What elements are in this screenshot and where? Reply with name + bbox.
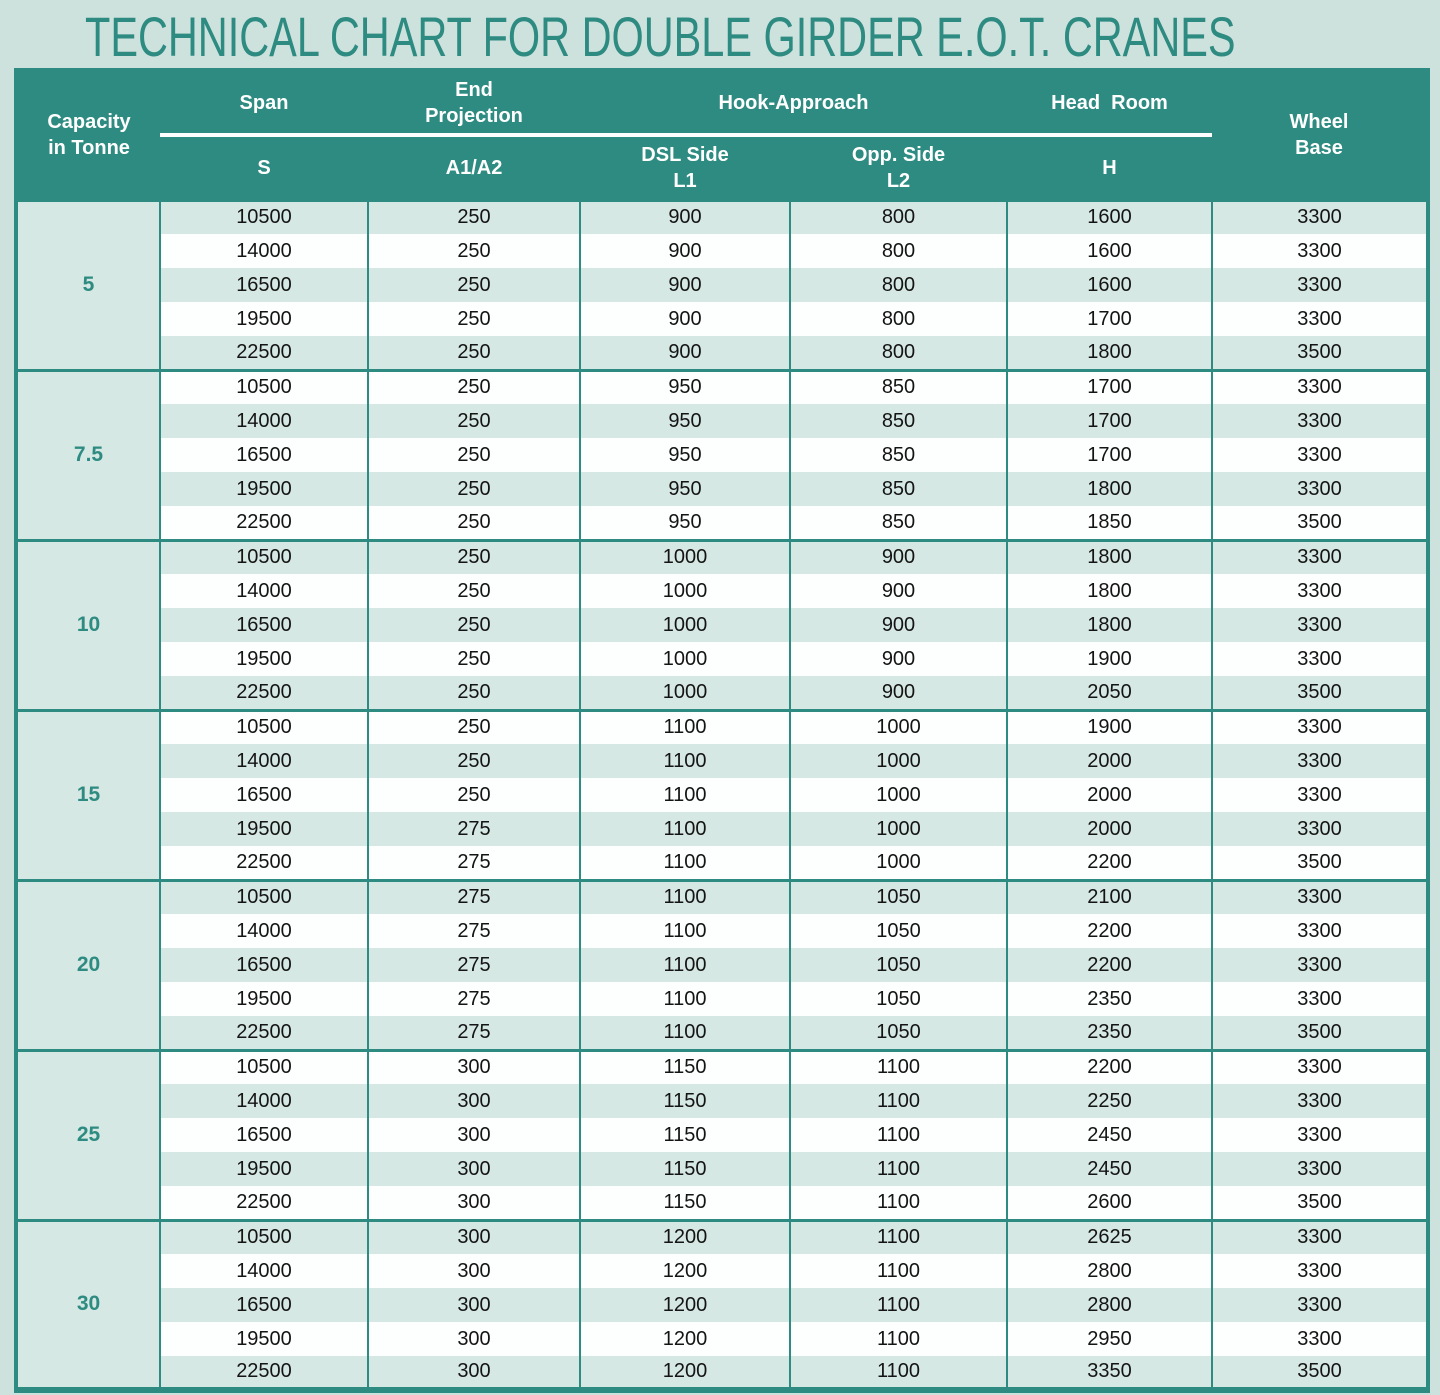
table-row xyxy=(16,1322,1428,1356)
table-row xyxy=(16,1152,1428,1186)
data-cell: 250 xyxy=(368,370,580,404)
header-wheel-base-line1: Wheel xyxy=(1289,111,1349,134)
table-body xyxy=(16,200,1428,1390)
data-cell: 16500 xyxy=(160,778,368,812)
data-cell: 275 xyxy=(368,880,580,914)
data-cell: 14000 xyxy=(160,1254,368,1288)
table-row xyxy=(16,880,1428,914)
header-head-room xyxy=(1007,70,1212,135)
table-row xyxy=(16,778,1428,812)
data-cell: 900 xyxy=(790,608,1007,642)
header-capacity-line1: Capacity xyxy=(47,111,131,134)
data-cell: 1000 xyxy=(580,642,790,676)
data-cell: 1900 xyxy=(1007,642,1212,676)
data-cell: 2350 xyxy=(1007,1016,1212,1050)
header-head-room-sub xyxy=(1007,135,1212,200)
data-cell: 1100 xyxy=(580,744,790,778)
table-row xyxy=(16,438,1428,472)
data-cell: 900 xyxy=(790,676,1007,710)
data-cell: 2800 xyxy=(1007,1288,1212,1322)
data-cell: 1800 xyxy=(1007,472,1212,506)
capacity-cell: 25 xyxy=(16,1050,160,1220)
data-cell: 1850 xyxy=(1007,506,1212,540)
data-cell: 1200 xyxy=(580,1356,790,1390)
data-cell: 2200 xyxy=(1007,914,1212,948)
data-cell: 1100 xyxy=(580,880,790,914)
data-cell: 2800 xyxy=(1007,1254,1212,1288)
data-cell: 1000 xyxy=(790,778,1007,812)
data-cell: 10500 xyxy=(160,200,368,234)
header-wheel-base xyxy=(1212,70,1428,200)
data-cell: 1000 xyxy=(580,608,790,642)
header-capacity-line2: in Tonne xyxy=(48,137,130,160)
data-cell: 1100 xyxy=(580,778,790,812)
header-span-sub xyxy=(160,135,368,200)
data-cell: 2200 xyxy=(1007,1050,1212,1084)
data-cell: 19500 xyxy=(160,302,368,336)
header-dsl-side-line1: DSL Side xyxy=(641,143,729,166)
table-row xyxy=(16,676,1428,710)
data-cell: 1150 xyxy=(580,1186,790,1220)
data-cell: 250 xyxy=(368,404,580,438)
data-cell: 300 xyxy=(368,1322,580,1356)
data-cell: 250 xyxy=(368,778,580,812)
data-cell: 850 xyxy=(790,404,1007,438)
data-cell: 3300 xyxy=(1212,1220,1428,1254)
data-cell: 3300 xyxy=(1212,1322,1428,1356)
data-cell: 250 xyxy=(368,438,580,472)
data-cell: 300 xyxy=(368,1254,580,1288)
data-cell: 1050 xyxy=(790,880,1007,914)
data-cell: 1200 xyxy=(580,1288,790,1322)
data-cell: 2450 xyxy=(1007,1118,1212,1152)
data-cell: 900 xyxy=(580,268,790,302)
data-cell: 900 xyxy=(580,234,790,268)
data-cell: 1900 xyxy=(1007,710,1212,744)
data-cell: 1100 xyxy=(790,1322,1007,1356)
data-cell: 3500 xyxy=(1212,846,1428,880)
data-cell: 275 xyxy=(368,812,580,846)
data-cell: 300 xyxy=(368,1186,580,1220)
data-cell: 250 xyxy=(368,574,580,608)
data-cell: 10500 xyxy=(160,710,368,744)
data-cell: 19500 xyxy=(160,812,368,846)
data-cell: 2200 xyxy=(1007,846,1212,880)
data-cell: 2000 xyxy=(1007,812,1212,846)
data-cell: 950 xyxy=(580,506,790,540)
data-cell: 2200 xyxy=(1007,948,1212,982)
data-cell: 1700 xyxy=(1007,370,1212,404)
data-cell: 850 xyxy=(790,370,1007,404)
data-cell: 800 xyxy=(790,336,1007,370)
table-row xyxy=(16,1220,1428,1254)
data-cell: 22500 xyxy=(160,336,368,370)
table-row xyxy=(16,200,1428,234)
data-cell: 19500 xyxy=(160,642,368,676)
data-cell: 1100 xyxy=(580,710,790,744)
data-cell: 1100 xyxy=(790,1084,1007,1118)
data-cell: 22500 xyxy=(160,676,368,710)
data-cell: 3300 xyxy=(1212,540,1428,574)
header-hook-approach-label: Hook-Approach xyxy=(718,91,869,114)
table-row xyxy=(16,1016,1428,1050)
data-cell: 300 xyxy=(368,1152,580,1186)
header-opp-side-line2: L2 xyxy=(886,169,911,192)
header-head-room-label: Head Room xyxy=(1051,91,1168,114)
header-span xyxy=(160,70,368,135)
data-cell: 14000 xyxy=(160,404,368,438)
data-cell: 1100 xyxy=(790,1254,1007,1288)
capacity-cell: 20 xyxy=(16,880,160,1050)
data-cell: 3300 xyxy=(1212,574,1428,608)
data-cell: 22500 xyxy=(160,846,368,880)
data-cell: 1100 xyxy=(790,1220,1007,1254)
data-cell: 2250 xyxy=(1007,1084,1212,1118)
data-cell: 250 xyxy=(368,472,580,506)
header-end-projection-line1: End xyxy=(455,78,493,101)
data-cell: 1000 xyxy=(790,744,1007,778)
data-cell: 1100 xyxy=(790,1118,1007,1152)
table-row xyxy=(16,268,1428,302)
capacity-cell: 30 xyxy=(16,1220,160,1390)
data-cell: 800 xyxy=(790,302,1007,336)
data-cell: 950 xyxy=(580,438,790,472)
data-cell: 10500 xyxy=(160,540,368,574)
data-cell: 800 xyxy=(790,268,1007,302)
data-cell: 900 xyxy=(580,336,790,370)
data-cell: 1050 xyxy=(790,914,1007,948)
data-cell: 1100 xyxy=(580,812,790,846)
capacity-cell: 15 xyxy=(16,710,160,880)
data-cell: 1100 xyxy=(580,914,790,948)
data-cell: 1700 xyxy=(1007,438,1212,472)
table-row xyxy=(16,1118,1428,1152)
data-cell: 22500 xyxy=(160,506,368,540)
capacity-cell: 5 xyxy=(16,200,160,370)
data-cell: 1100 xyxy=(580,982,790,1016)
data-cell: 3300 xyxy=(1212,948,1428,982)
table-row xyxy=(16,1254,1428,1288)
data-cell: 22500 xyxy=(160,1016,368,1050)
table-row xyxy=(16,948,1428,982)
data-cell: 1100 xyxy=(790,1050,1007,1084)
data-cell: 900 xyxy=(790,540,1007,574)
data-cell: 1100 xyxy=(790,1356,1007,1390)
data-cell: 250 xyxy=(368,268,580,302)
table-row xyxy=(16,914,1428,948)
table-row xyxy=(16,608,1428,642)
data-cell: 850 xyxy=(790,506,1007,540)
data-cell: 3500 xyxy=(1212,336,1428,370)
data-cell: 950 xyxy=(580,404,790,438)
data-cell: 3300 xyxy=(1212,200,1428,234)
data-cell: 2050 xyxy=(1007,676,1212,710)
data-cell: 3300 xyxy=(1212,914,1428,948)
data-cell: 250 xyxy=(368,608,580,642)
page-title: TECHNICAL CHART FOR DOUBLE GIRDER E.O.T. CRANES xyxy=(85,5,1236,68)
data-cell: 300 xyxy=(368,1220,580,1254)
data-cell: 3300 xyxy=(1212,710,1428,744)
data-cell: 300 xyxy=(368,1084,580,1118)
data-cell: 10500 xyxy=(160,880,368,914)
table-row xyxy=(16,472,1428,506)
data-cell: 275 xyxy=(368,1016,580,1050)
data-cell: 1000 xyxy=(790,812,1007,846)
data-cell: 1000 xyxy=(580,574,790,608)
data-cell: 3300 xyxy=(1212,982,1428,1016)
table-row xyxy=(16,336,1428,370)
data-cell: 3300 xyxy=(1212,1254,1428,1288)
data-cell: 250 xyxy=(368,642,580,676)
header-end-projection-sub-label: A1/A2 xyxy=(445,156,503,179)
table-row xyxy=(16,846,1428,880)
data-cell: 300 xyxy=(368,1118,580,1152)
header-opp-side xyxy=(790,135,1007,200)
data-cell: 1800 xyxy=(1007,336,1212,370)
header-row-top xyxy=(16,70,1428,135)
data-cell: 250 xyxy=(368,710,580,744)
data-cell: 3300 xyxy=(1212,608,1428,642)
capacity-cell: 7.5 xyxy=(16,370,160,540)
data-cell: 2000 xyxy=(1007,744,1212,778)
data-cell: 3500 xyxy=(1212,506,1428,540)
data-cell: 3300 xyxy=(1212,1288,1428,1322)
header-capacity xyxy=(16,70,160,200)
table-header xyxy=(16,70,1428,200)
data-cell: 3300 xyxy=(1212,234,1428,268)
data-cell: 1150 xyxy=(580,1118,790,1152)
data-cell: 275 xyxy=(368,948,580,982)
data-cell: 1050 xyxy=(790,948,1007,982)
data-cell: 1150 xyxy=(580,1152,790,1186)
data-cell: 275 xyxy=(368,982,580,1016)
data-cell: 950 xyxy=(580,472,790,506)
data-cell: 3300 xyxy=(1212,404,1428,438)
data-cell: 3300 xyxy=(1212,1084,1428,1118)
data-cell: 275 xyxy=(368,846,580,880)
data-cell: 16500 xyxy=(160,1118,368,1152)
data-cell: 2000 xyxy=(1007,778,1212,812)
data-cell: 1100 xyxy=(790,1152,1007,1186)
data-cell: 1100 xyxy=(580,846,790,880)
data-cell: 3500 xyxy=(1212,1016,1428,1050)
data-cell: 2600 xyxy=(1007,1186,1212,1220)
header-opp-side-line1: Opp. Side xyxy=(851,143,946,166)
table-row xyxy=(16,1084,1428,1118)
data-cell: 3300 xyxy=(1212,472,1428,506)
data-cell: 1100 xyxy=(580,1016,790,1050)
data-cell: 1150 xyxy=(580,1084,790,1118)
table-row xyxy=(16,506,1428,540)
data-cell: 1200 xyxy=(580,1254,790,1288)
data-cell: 16500 xyxy=(160,608,368,642)
data-cell: 300 xyxy=(368,1288,580,1322)
data-cell: 1600 xyxy=(1007,200,1212,234)
table-row xyxy=(16,1050,1428,1084)
data-cell: 250 xyxy=(368,744,580,778)
data-cell: 1050 xyxy=(790,1016,1007,1050)
table-row xyxy=(16,812,1428,846)
data-cell: 14000 xyxy=(160,914,368,948)
data-cell: 16500 xyxy=(160,1288,368,1322)
data-cell: 900 xyxy=(790,642,1007,676)
data-cell: 3300 xyxy=(1212,370,1428,404)
data-cell: 2450 xyxy=(1007,1152,1212,1186)
header-span-label: Span xyxy=(239,91,289,114)
table-row xyxy=(16,982,1428,1016)
data-cell: 250 xyxy=(368,506,580,540)
data-cell: 3500 xyxy=(1212,1186,1428,1220)
data-cell: 1100 xyxy=(790,1186,1007,1220)
data-cell: 3300 xyxy=(1212,1050,1428,1084)
data-cell: 250 xyxy=(368,200,580,234)
header-dsl-side-line2: L1 xyxy=(673,169,697,192)
table-row xyxy=(16,404,1428,438)
data-cell: 250 xyxy=(368,234,580,268)
data-cell: 250 xyxy=(368,540,580,574)
data-cell: 950 xyxy=(580,370,790,404)
data-cell: 1100 xyxy=(790,1288,1007,1322)
data-cell: 10500 xyxy=(160,370,368,404)
data-cell: 1800 xyxy=(1007,608,1212,642)
data-cell: 1600 xyxy=(1007,234,1212,268)
table-row xyxy=(16,1288,1428,1322)
data-cell: 850 xyxy=(790,438,1007,472)
table-row xyxy=(16,710,1428,744)
table-row xyxy=(16,1356,1428,1390)
table-row xyxy=(16,302,1428,336)
technical-chart-table xyxy=(14,68,1430,1393)
data-cell: 3500 xyxy=(1212,1356,1428,1390)
data-cell: 900 xyxy=(580,302,790,336)
data-cell: 14000 xyxy=(160,744,368,778)
data-cell: 1150 xyxy=(580,1050,790,1084)
header-hook-approach xyxy=(580,70,1007,135)
header-wheel-base-line2: Base xyxy=(1295,137,1343,160)
data-cell: 3300 xyxy=(1212,880,1428,914)
data-cell: 3500 xyxy=(1212,676,1428,710)
table-row xyxy=(16,642,1428,676)
data-cell: 14000 xyxy=(160,234,368,268)
data-cell: 16500 xyxy=(160,948,368,982)
table-row xyxy=(16,370,1428,404)
data-cell: 3300 xyxy=(1212,1118,1428,1152)
data-cell: 3300 xyxy=(1212,812,1428,846)
data-cell: 850 xyxy=(790,472,1007,506)
data-cell: 3300 xyxy=(1212,1152,1428,1186)
header-dsl-side xyxy=(580,135,790,200)
data-cell: 19500 xyxy=(160,982,368,1016)
data-cell: 300 xyxy=(368,1050,580,1084)
data-cell: 1000 xyxy=(580,540,790,574)
data-cell: 2350 xyxy=(1007,982,1212,1016)
table-row xyxy=(16,540,1428,574)
data-cell: 1200 xyxy=(580,1220,790,1254)
table-row xyxy=(16,1186,1428,1220)
data-cell: 1600 xyxy=(1007,268,1212,302)
data-cell: 22500 xyxy=(160,1356,368,1390)
header-end-projection xyxy=(368,70,580,135)
data-cell: 16500 xyxy=(160,268,368,302)
data-cell: 1200 xyxy=(580,1322,790,1356)
header-end-projection-sub xyxy=(368,135,580,200)
header-end-projection-line2: Projection xyxy=(425,104,523,127)
data-cell: 19500 xyxy=(160,1322,368,1356)
data-cell: 900 xyxy=(580,200,790,234)
data-cell: 10500 xyxy=(160,1050,368,1084)
data-cell: 1000 xyxy=(790,846,1007,880)
data-cell: 1100 xyxy=(580,948,790,982)
table-row xyxy=(16,744,1428,778)
data-cell: 14000 xyxy=(160,1084,368,1118)
data-cell: 3300 xyxy=(1212,268,1428,302)
data-cell: 22500 xyxy=(160,1186,368,1220)
data-cell: 1800 xyxy=(1007,574,1212,608)
data-cell: 3300 xyxy=(1212,642,1428,676)
data-cell: 2950 xyxy=(1007,1322,1212,1356)
data-cell: 3300 xyxy=(1212,438,1428,472)
data-cell: 3350 xyxy=(1007,1356,1212,1390)
data-cell: 2100 xyxy=(1007,880,1212,914)
data-cell: 14000 xyxy=(160,574,368,608)
table-row xyxy=(16,574,1428,608)
capacity-cell: 10 xyxy=(16,540,160,710)
data-cell: 19500 xyxy=(160,1152,368,1186)
data-cell: 1700 xyxy=(1007,404,1212,438)
header-head-room-sub-label: H xyxy=(1102,156,1117,179)
table-row xyxy=(16,234,1428,268)
header-span-sub-label: S xyxy=(257,156,271,179)
data-cell: 1000 xyxy=(580,676,790,710)
data-cell: 250 xyxy=(368,302,580,336)
data-cell: 1700 xyxy=(1007,302,1212,336)
data-cell: 300 xyxy=(368,1356,580,1390)
data-cell: 250 xyxy=(368,676,580,710)
data-cell: 2625 xyxy=(1007,1220,1212,1254)
data-cell: 1050 xyxy=(790,982,1007,1016)
data-cell: 3300 xyxy=(1212,744,1428,778)
data-cell: 19500 xyxy=(160,472,368,506)
data-cell: 275 xyxy=(368,914,580,948)
data-cell: 800 xyxy=(790,234,1007,268)
data-cell: 3300 xyxy=(1212,778,1428,812)
data-cell: 1000 xyxy=(790,710,1007,744)
data-cell: 10500 xyxy=(160,1220,368,1254)
data-cell: 900 xyxy=(790,574,1007,608)
data-cell: 1800 xyxy=(1007,540,1212,574)
data-cell: 250 xyxy=(368,336,580,370)
data-cell: 16500 xyxy=(160,438,368,472)
data-cell: 800 xyxy=(790,200,1007,234)
data-cell: 3300 xyxy=(1212,302,1428,336)
